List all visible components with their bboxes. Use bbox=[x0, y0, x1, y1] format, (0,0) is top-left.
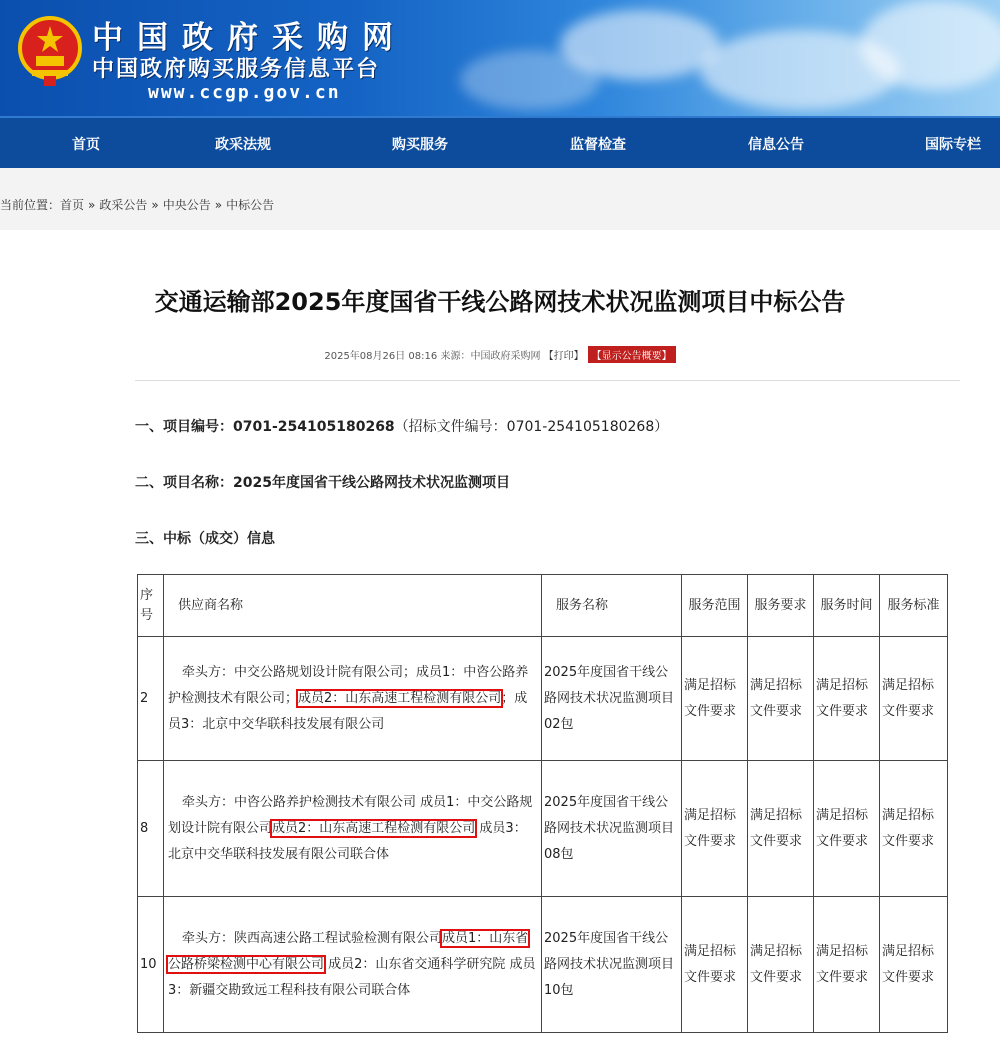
nav-regulations[interactable]: 政采法规 bbox=[215, 137, 271, 153]
national-emblem-icon bbox=[18, 14, 82, 88]
row-scope: 满足招标文件要求 bbox=[682, 761, 748, 897]
section-award-info bbox=[135, 528, 275, 548]
supplier-text: 成员2：山东省交通科学研究院 成员3：新疆交勘致远工程科技有限公司联合体 bbox=[168, 956, 536, 998]
table-row bbox=[138, 637, 948, 761]
breadcrumb-prefix: 当前位置： bbox=[0, 198, 61, 212]
supplier-text: 牵头方：中咨公路养护检测技术有限公司 成员1：中交公路规划设计院有限公司 bbox=[168, 794, 533, 836]
nav-international[interactable]: 国际专栏 bbox=[925, 137, 981, 153]
supplier-text: ；成员3：北京中交华联科技发展有限公司 bbox=[168, 690, 528, 732]
source-label: 来源： bbox=[440, 351, 471, 362]
row-seq: 8 bbox=[138, 761, 164, 897]
publish-datetime: 2025年08月26日 08:16 bbox=[324, 351, 438, 362]
breadcrumb-procurement[interactable]: 政采公告 bbox=[99, 198, 148, 212]
table-row bbox=[138, 761, 948, 897]
row-time: 满足招标文件要求 bbox=[814, 897, 880, 1033]
section-2-label: 二、项目名称： bbox=[135, 475, 233, 491]
summary-button[interactable]: 【显示公告概要】 bbox=[588, 346, 676, 363]
breadcrumb-central[interactable]: 中央公告 bbox=[162, 198, 211, 212]
award-table-wrapper bbox=[137, 574, 947, 1033]
cloud-decoration bbox=[460, 50, 600, 110]
source-name: 中国政府采购网 bbox=[470, 351, 541, 362]
highlighted-member: 成员2：山东高速工程检测有限公司 bbox=[272, 820, 476, 836]
site-url[interactable]: www.ccgp.gov.cn bbox=[148, 82, 341, 103]
project-name: 2025年度国省干线公路网技术状况监测项目 bbox=[233, 475, 510, 491]
cloud-decoration bbox=[860, 0, 1000, 90]
table-header-row bbox=[138, 575, 948, 637]
table-row bbox=[138, 897, 948, 1033]
row-standard: 满足招标文件要求 bbox=[880, 761, 948, 897]
row-scope: 满足招标文件要求 bbox=[682, 897, 748, 1033]
highlighted-member: 成员2：山东高速工程检测有限公司 bbox=[298, 690, 502, 706]
row-scope: 满足招标文件要求 bbox=[682, 637, 748, 761]
header-requirement: 服务要求 bbox=[748, 575, 814, 637]
section-project-number bbox=[135, 416, 668, 436]
breadcrumb-separator: » bbox=[151, 198, 159, 212]
breadcrumb-bar bbox=[0, 168, 1000, 230]
row-requirement: 满足招标文件要求 bbox=[748, 897, 814, 1033]
row-standard: 满足招标文件要求 bbox=[880, 897, 948, 1033]
header-service-name: 服务名称 bbox=[542, 575, 682, 637]
header-standard: 服务标准 bbox=[880, 575, 948, 637]
row-requirement: 满足招标文件要求 bbox=[748, 761, 814, 897]
nav-supervision[interactable]: 监督检查 bbox=[570, 137, 626, 153]
row-service-name: 2025年度国省干线公路网技术状况监测项目02包 bbox=[542, 637, 682, 761]
row-standard: 满足招标文件要求 bbox=[880, 637, 948, 761]
section-1-label: 一、项目编号： bbox=[135, 419, 233, 435]
supplier-text: 牵头方：陕西高速公路工程试验检测有限公司 bbox=[182, 930, 443, 946]
breadcrumb-separator: » bbox=[214, 198, 223, 212]
row-supplier bbox=[164, 637, 542, 761]
award-table bbox=[137, 574, 948, 1033]
row-supplier bbox=[164, 761, 542, 897]
header-time: 服务时间 bbox=[814, 575, 880, 637]
row-seq: 10 bbox=[138, 897, 164, 1033]
header-scope: 服务范围 bbox=[682, 575, 748, 637]
breadcrumb bbox=[0, 196, 274, 213]
supplier-text: 牵头方：中交公路规划设计院有限公司；成员1：中咨公路养护检测技术有限公司； bbox=[168, 664, 529, 706]
row-service-name: 2025年度国省干线公路网技术状况监测项目08包 bbox=[542, 761, 682, 897]
site-subtitle: 中国政府购买服务信息平台 bbox=[92, 57, 381, 82]
section-3-label: 三、中标（成交）信息 bbox=[135, 531, 275, 547]
breadcrumb-award[interactable]: 中标公告 bbox=[226, 198, 275, 212]
row-service-name: 2025年度国省干线公路网技术状况监测项目10包 bbox=[542, 897, 682, 1033]
page-title: 交通运输部2025年度国省干线公路网技术状况监测项目中标公告 bbox=[154, 288, 846, 316]
breadcrumb-separator: » bbox=[88, 198, 96, 212]
header-supplier: 供应商名称 bbox=[164, 575, 542, 637]
tender-doc-number: （招标文件编号：0701-254105180268） bbox=[394, 419, 669, 435]
header-seq: 序号 bbox=[138, 575, 164, 637]
nav-home[interactable]: 首页 bbox=[72, 137, 100, 153]
site-title: 中国政府采购网 bbox=[92, 20, 407, 56]
divider bbox=[135, 380, 960, 381]
nav-announcements[interactable]: 信息公告 bbox=[748, 137, 804, 153]
row-time: 满足招标文件要求 bbox=[814, 637, 880, 761]
row-seq: 2 bbox=[138, 637, 164, 761]
row-requirement: 满足招标文件要求 bbox=[748, 637, 814, 761]
site-banner bbox=[0, 0, 1000, 116]
main-nav bbox=[0, 116, 1000, 168]
article-meta bbox=[0, 346, 1000, 363]
project-number: 0701-254105180268 bbox=[233, 419, 395, 435]
section-project-name bbox=[135, 472, 510, 492]
supplier-text: 成员3：北京中交华联科技发展有限公司联合体 bbox=[168, 820, 527, 862]
breadcrumb-home[interactable]: 首页 bbox=[60, 198, 85, 212]
print-link[interactable]: 【打印】 bbox=[543, 351, 584, 362]
highlighted-member: 成员1：山东省公路桥梁检测中心有限公司 bbox=[168, 930, 529, 972]
nav-purchase-services[interactable]: 购买服务 bbox=[392, 137, 448, 153]
row-time: 满足招标文件要求 bbox=[814, 761, 880, 897]
row-supplier bbox=[164, 897, 542, 1033]
